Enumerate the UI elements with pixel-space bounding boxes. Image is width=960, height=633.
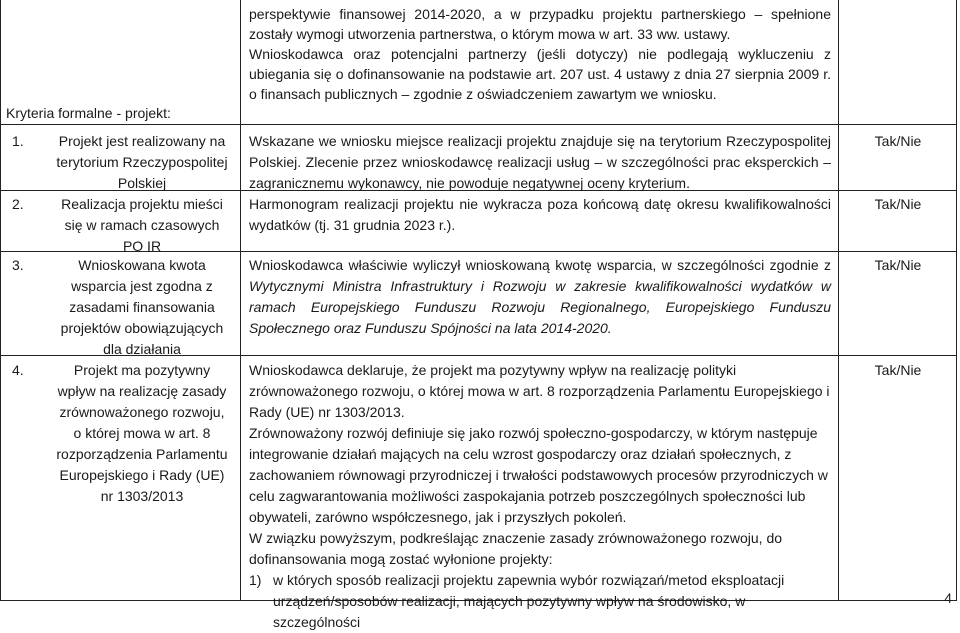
list-text: w których sposób realizacji projektu zapewnia wybór rozwiązań/metod eksploatacji urządzeń/sposobów realizacji, mających pozytywny wpływ na środowisko, w szczególności [273, 572, 785, 630]
criterion-name: Wnioskowana kwota wsparcia jest zgodna z zasadami finansowania projektów obowiązujących dla działania [60, 257, 224, 357]
criterion-4-answer: Tak/Nie [874, 362, 922, 378]
column-divider-criteria [240, 0, 241, 600]
column-divider-answer [838, 0, 839, 600]
continuation-text [249, 4, 831, 104]
criterion-number: 4. [12, 362, 24, 378]
list-marker: 1) [249, 572, 262, 588]
criterion-1 [2, 131, 238, 194]
criterion-number: 1. [12, 133, 24, 149]
criterion-number: 3. [12, 257, 24, 273]
criterion-3 [2, 255, 238, 360]
criterion-3-description [249, 255, 831, 339]
section-title: Kryteria formalne - projekt: [6, 105, 171, 121]
table-left-border [0, 0, 1, 600]
criterion-1-answer: Tak/Nie [874, 133, 922, 149]
criterion-2-description: Harmonogram realizacji projektu nie wykracza poza końcową datę okresu kwalifikowalności wydatków (tj. 31 grudnia 2023 r.). [249, 196, 831, 233]
criterion-number: 2. [12, 196, 24, 212]
criterion-name: Projekt ma pozytywny wpływ na realizację zasady zrównoważonego rozwoju, o której mowa w art. 8 rozporządzenia Parlamentu Europejskiego i Rady (UE) nr 1303/2013 [56, 362, 228, 504]
row-border-section [0, 124, 957, 125]
list-item [249, 570, 831, 633]
criterion-4 [2, 360, 238, 507]
criterion-3-answer: Tak/Nie [874, 257, 922, 273]
criterion-name: Realizacja projektu mieści się w ramach czasowych PO IR [61, 196, 223, 254]
guidelines-reference: Wytycznymi Ministra Infrastruktury i Rozwoju w zakresie kwalifikowalności wydatków w ramach Europejskiego Funduszu Rozwoju Regionalnego, Europejskiego Funduszu Społecznego oraz Funduszu Spójności na lata 2014-2020. [249, 278, 831, 336]
continuation-line: perspektywie finansowej 2014-2020, a w przypadku projektu partnerskiego – spełnione zostały wymogi utworzenia partnerstwa, o którym mowa w art. 33 ww. ustawy. [249, 6, 831, 42]
table-right-border [956, 0, 957, 600]
description-lead: Wnioskodawca właściwie wyliczył wnioskowaną kwotę wsparcia, w szczególności zgodnie z [249, 257, 831, 273]
criterion-name: Projekt jest realizowany na terytorium Rzeczypospolitej Polskiej [56, 133, 228, 191]
criterion-2-answer: Tak/Nie [874, 196, 922, 212]
continuation-line: Wnioskodawca oraz potencjalni partnerzy (jeśli dotyczy) nie podlegają wykluczeniu z ubiegania się o dofinansowanie na podstawie art. 207 ust. 4 ustawy z dnia 27 sierpnia 2009 r. o finansach publicznych – zgodnie z oświadczeniem zawartym we wniosku. [249, 46, 831, 102]
description-paragraph: Wnioskodawca deklaruje, że projekt ma pozytywny wpływ na realizację polityki zrównoważonego rozwoju, o której mowa w art. 8 rozporządzenia Parlamentu Europejskiego i Rady (UE) nr 1303/2013. [249, 362, 830, 420]
description-paragraph: W związku powyższym, podkreślając znaczenie zasady zrównoważonego rozwoju, do dofinansowania mogą zostać wyłonione projekty: [249, 530, 783, 567]
criterion-4-description [249, 360, 831, 633]
criterion-2 [2, 194, 238, 257]
page-number: 4 [944, 590, 952, 606]
description-paragraph: Zrównoważony rozwój definiuje się jako rozwój społeczno-gospodarczy, w którym następuje integrowanie działań mających na celu wzrost gospodarczy oraz działań społecznych, z zachowaniem równowagi przyrodniczej i trwałości podstawowych procesów przyrodniczych w celu zagwarantowania możliwości zaspokajania potrzeb poszczególnych społeczności lub obywateli, zarówno współczesnego, jak i przyszłych pokoleń. [249, 425, 828, 525]
criterion-1-description: Wskazane we wniosku miejsce realizacji projektu znajduje się na terytorium Rzeczypospolitej Polskiej. Zlecenie przez wnioskodawcę realizacji usług – w szczególności prac eksperckich – zagranicznemu wykonawcy, nie powoduje negatywnej oceny kryterium. [249, 133, 831, 191]
